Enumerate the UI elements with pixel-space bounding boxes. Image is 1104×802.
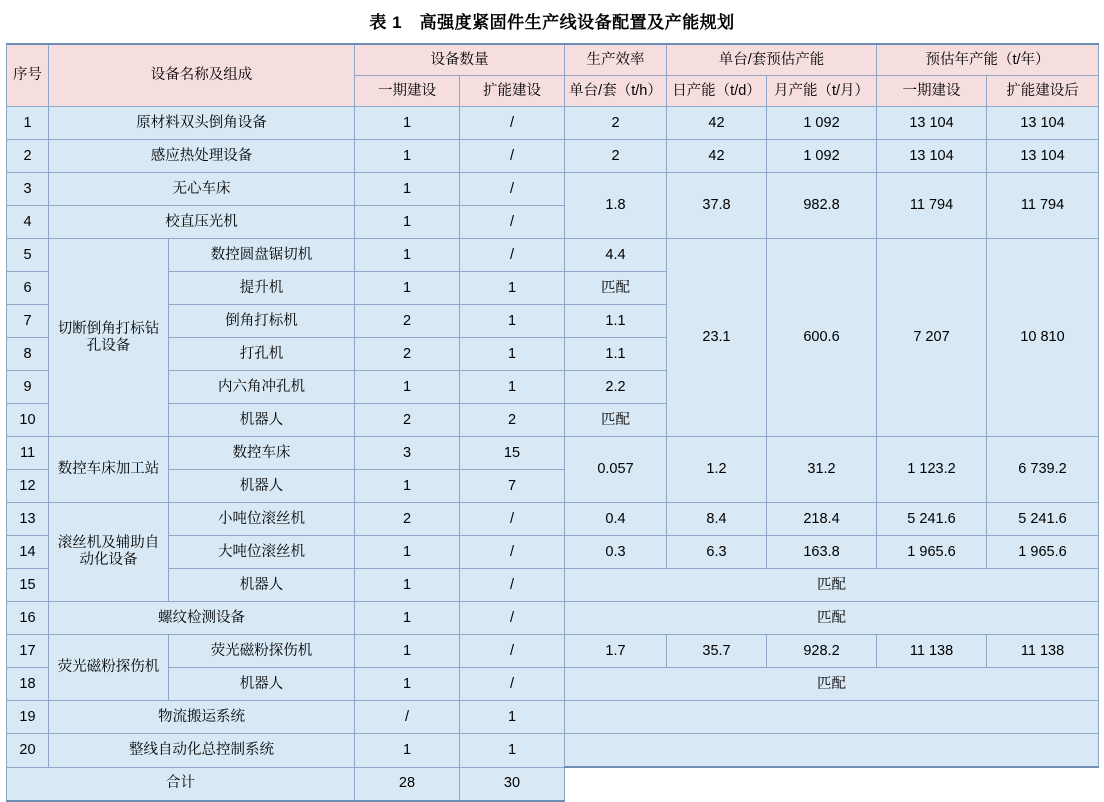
cell-seq: 6 (7, 272, 49, 305)
cell-qty-expand: 1 (460, 305, 565, 338)
cell-qty-expand: / (460, 602, 565, 635)
cell-qty-phase1: 2 (355, 305, 460, 338)
cell-equipment-group: 切断倒角打标钻孔设备 (49, 239, 169, 437)
cell-month-capacity: 31.2 (767, 437, 877, 503)
cell-qty-phase1: 1 (355, 239, 460, 272)
table-row (7, 536, 1099, 569)
table-row (7, 668, 1099, 701)
cell-efficiency: 1.1 (565, 305, 667, 338)
cell-qty-expand: / (460, 503, 565, 536)
cell-merged-note: 匹配 (565, 602, 1099, 635)
cell-seq: 8 (7, 338, 49, 371)
cell-equipment-name: 倒角打标机 (169, 305, 355, 338)
cell-qty-expand: / (460, 569, 565, 602)
cell-seq: 3 (7, 173, 49, 206)
cell-equipment-name: 打孔机 (169, 338, 355, 371)
cell-equipment-group: 荧光磁粉探伤机 (49, 635, 169, 701)
cell-seq: 9 (7, 371, 49, 404)
cell-year-expand: 1 965.6 (987, 536, 1099, 569)
cell-qty-phase1: 1 (355, 107, 460, 140)
header-name: 设备名称及组成 (49, 44, 355, 107)
cell-qty-phase1: 1 (355, 734, 460, 768)
cell-seq: 5 (7, 239, 49, 272)
cell-seq: 14 (7, 536, 49, 569)
cell-total-qty-phase1: 28 (355, 767, 460, 801)
cell-day-capacity: 6.3 (667, 536, 767, 569)
cell-efficiency: 2 (565, 140, 667, 173)
cell-equipment-name: 数控车床 (169, 437, 355, 470)
cell-qty-expand: / (460, 536, 565, 569)
cell-efficiency: 2.2 (565, 371, 667, 404)
cell-qty-expand: 15 (460, 437, 565, 470)
cell-merged-note: 匹配 (565, 668, 1099, 701)
table-row (7, 602, 1099, 635)
cell-qty-expand: 1 (460, 272, 565, 305)
cell-efficiency: 0.3 (565, 536, 667, 569)
table-header (7, 44, 1099, 107)
cell-seq: 7 (7, 305, 49, 338)
cell-equipment-name: 物流搬运系统 (49, 701, 355, 734)
cell-year-expand: 6 739.2 (987, 437, 1099, 503)
cell-equipment-name: 原材料双头倒角设备 (49, 107, 355, 140)
cell-equipment-name: 整线自动化总控制系统 (49, 734, 355, 768)
cell-equipment-name: 机器人 (169, 668, 355, 701)
cell-qty-phase1: 1 (355, 569, 460, 602)
cell-qty-expand: / (460, 140, 565, 173)
cell-qty-expand: 7 (460, 470, 565, 503)
cell-equipment-name: 内六角冲孔机 (169, 371, 355, 404)
cell-year-expand: 13 104 (987, 107, 1099, 140)
cell-equipment-name: 感应热处理设备 (49, 140, 355, 173)
header-qty-expand: 扩能建设 (460, 76, 565, 107)
cell-efficiency: 匹配 (565, 404, 667, 437)
cell-efficiency: 1.7 (565, 635, 667, 668)
cell-qty-expand: 1 (460, 701, 565, 734)
table-row (7, 503, 1099, 536)
cell-month-capacity: 600.6 (767, 239, 877, 437)
cell-month-capacity: 218.4 (767, 503, 877, 536)
cell-efficiency: 2 (565, 107, 667, 140)
cell-seq: 17 (7, 635, 49, 668)
cell-efficiency: 1.1 (565, 338, 667, 371)
table-row (7, 569, 1099, 602)
cell-year-expand: 11 794 (987, 173, 1099, 239)
cell-year-phase1: 11 138 (877, 635, 987, 668)
cell-qty-phase1: 1 (355, 272, 460, 305)
cell-total-qty-expand: 30 (460, 767, 565, 801)
cell-qty-phase1: 1 (355, 173, 460, 206)
cell-qty-phase1: 2 (355, 338, 460, 371)
cell-qty-expand: 1 (460, 371, 565, 404)
cell-qty-expand: 1 (460, 734, 565, 768)
table-total-row (7, 767, 1099, 801)
cell-qty-expand: / (460, 239, 565, 272)
cell-equipment-group: 滚丝机及辅助自动化设备 (49, 503, 169, 602)
cell-seq: 15 (7, 569, 49, 602)
cell-month-capacity: 928.2 (767, 635, 877, 668)
cell-merged-note (565, 734, 1099, 768)
cell-equipment-name: 荧光磁粉探伤机 (169, 635, 355, 668)
cell-equipment-name: 螺纹检测设备 (49, 602, 355, 635)
table-row (7, 173, 1099, 206)
table-title: 表 1 高强度紧固件生产线设备配置及产能规划 (369, 13, 735, 32)
cell-year-phase1: 11 794 (877, 173, 987, 239)
cell-month-capacity: 1 092 (767, 140, 877, 173)
cell-seq: 4 (7, 206, 49, 239)
cell-qty-phase1: 2 (355, 503, 460, 536)
header-qty-phase1: 一期建设 (355, 76, 460, 107)
cell-day-capacity: 23.1 (667, 239, 767, 437)
cell-qty-phase1: 1 (355, 635, 460, 668)
header-seq: 序号 (7, 44, 49, 107)
cell-day-capacity: 37.8 (667, 173, 767, 239)
cell-year-expand: 11 138 (987, 635, 1099, 668)
header-efficiency-unit: 单台/套（t/h） (565, 76, 667, 107)
cell-qty-expand: / (460, 206, 565, 239)
cell-year-phase1: 7 207 (877, 239, 987, 437)
table-row (7, 107, 1099, 140)
header-unit-capacity-group: 单台/套预估产能 (667, 44, 877, 76)
cell-equipment-name: 大吨位滚丝机 (169, 536, 355, 569)
cell-qty-expand: / (460, 635, 565, 668)
cell-qty-expand: 2 (460, 404, 565, 437)
cell-equipment-name: 无心车床 (49, 173, 355, 206)
cell-qty-phase1: 1 (355, 602, 460, 635)
cell-day-capacity: 42 (667, 140, 767, 173)
cell-seq: 20 (7, 734, 49, 768)
cell-day-capacity: 42 (667, 107, 767, 140)
cell-year-expand: 13 104 (987, 140, 1099, 173)
cell-day-capacity: 35.7 (667, 635, 767, 668)
cell-efficiency: 匹配 (565, 272, 667, 305)
cell-equipment-name: 数控圆盘锯切机 (169, 239, 355, 272)
cell-qty-phase1: 2 (355, 404, 460, 437)
cell-equipment-name: 提升机 (169, 272, 355, 305)
cell-day-capacity: 1.2 (667, 437, 767, 503)
cell-merged-note (565, 701, 1099, 734)
table-row (7, 437, 1099, 470)
cell-qty-expand: / (460, 107, 565, 140)
cell-merged-note: 匹配 (565, 569, 1099, 602)
cell-equipment-name: 机器人 (169, 470, 355, 503)
header-year-expand: 扩能建设后 (987, 76, 1099, 107)
cell-qty-phase1: 1 (355, 140, 460, 173)
cell-seq: 19 (7, 701, 49, 734)
equipment-capacity-table (6, 43, 1099, 802)
cell-equipment-name: 校直压光机 (49, 206, 355, 239)
cell-equipment-name: 机器人 (169, 569, 355, 602)
cell-efficiency: 0.4 (565, 503, 667, 536)
cell-seq: 11 (7, 437, 49, 470)
cell-month-capacity: 982.8 (767, 173, 877, 239)
cell-seq: 2 (7, 140, 49, 173)
cell-year-expand: 5 241.6 (987, 503, 1099, 536)
cell-seq: 12 (7, 470, 49, 503)
header-day-capacity: 日产能（t/d） (667, 76, 767, 107)
cell-qty-expand: 1 (460, 338, 565, 371)
cell-seq: 13 (7, 503, 49, 536)
table-row (7, 734, 1099, 768)
table-body (7, 107, 1099, 801)
cell-efficiency: 1.8 (565, 173, 667, 239)
cell-qty-phase1: 3 (355, 437, 460, 470)
header-qty-group: 设备数量 (355, 44, 565, 76)
cell-seq: 16 (7, 602, 49, 635)
cell-year-phase1: 13 104 (877, 107, 987, 140)
table-row (7, 140, 1099, 173)
cell-qty-phase1: 1 (355, 536, 460, 569)
cell-efficiency: 4.4 (565, 239, 667, 272)
cell-qty-phase1: 1 (355, 668, 460, 701)
table-row (7, 239, 1099, 272)
cell-seq: 1 (7, 107, 49, 140)
cell-qty-expand: / (460, 668, 565, 701)
header-year-phase1: 一期建设 (877, 76, 987, 107)
header-year-group: 预估年产能（t/年） (877, 44, 1099, 76)
cell-month-capacity: 1 092 (767, 107, 877, 140)
cell-qty-phase1: 1 (355, 470, 460, 503)
cell-qty-phase1: 1 (355, 371, 460, 404)
cell-total-label: 合计 (7, 767, 355, 801)
cell-seq: 10 (7, 404, 49, 437)
cell-equipment-name: 小吨位滚丝机 (169, 503, 355, 536)
cell-year-phase1: 1 965.6 (877, 536, 987, 569)
cell-qty-phase1: 1 (355, 206, 460, 239)
cell-equipment-group: 数控车床加工站 (49, 437, 169, 503)
cell-qty-phase1: / (355, 701, 460, 734)
cell-year-expand: 10 810 (987, 239, 1099, 437)
cell-year-phase1: 13 104 (877, 140, 987, 173)
cell-year-phase1: 1 123.2 (877, 437, 987, 503)
table-row (7, 701, 1099, 734)
cell-qty-expand: / (460, 173, 565, 206)
cell-equipment-name: 机器人 (169, 404, 355, 437)
cell-year-phase1: 5 241.6 (877, 503, 987, 536)
cell-month-capacity: 163.8 (767, 536, 877, 569)
header-efficiency-group: 生产效率 (565, 44, 667, 76)
table-row (7, 635, 1099, 668)
cell-seq: 18 (7, 668, 49, 701)
cell-efficiency: 0.057 (565, 437, 667, 503)
cell-day-capacity: 8.4 (667, 503, 767, 536)
header-month-capacity: 月产能（t/月） (767, 76, 877, 107)
